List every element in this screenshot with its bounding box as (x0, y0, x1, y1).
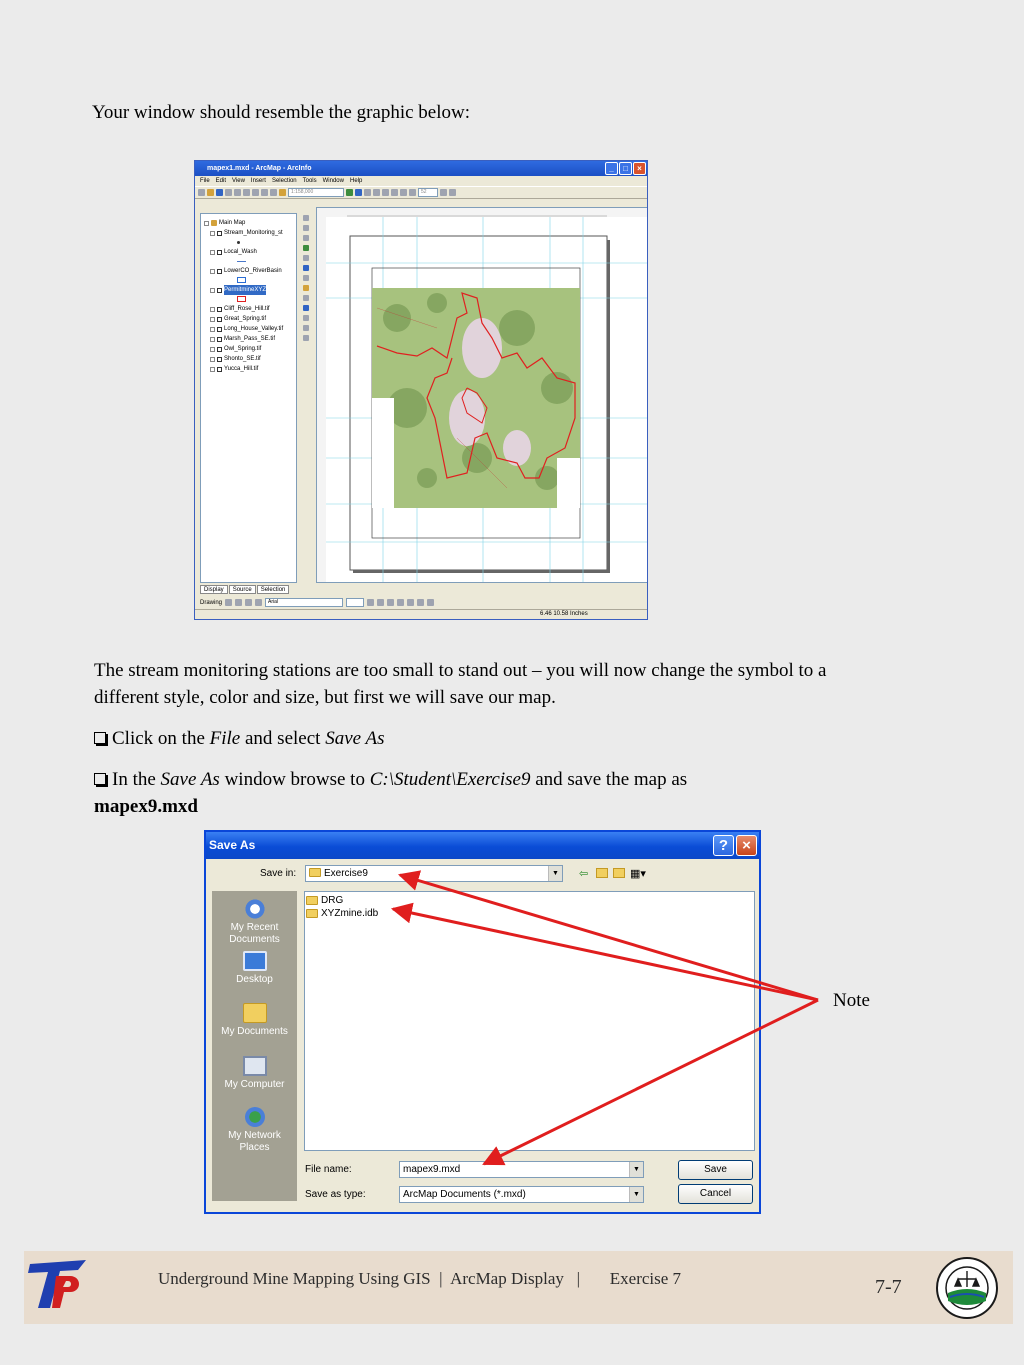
note-label: Note (833, 990, 870, 1011)
bold-icon[interactable] (367, 599, 374, 606)
cut-icon[interactable] (234, 189, 241, 196)
layout-view[interactable] (316, 207, 648, 583)
tab-selection[interactable]: Selection (257, 585, 290, 594)
arcmap-menubar (195, 176, 647, 186)
arctoolbox-icon[interactable] (355, 189, 362, 196)
toc-layer-shonto-se[interactable]: Shonto_SE.tif (210, 354, 293, 364)
menu-window[interactable]: Window (322, 178, 344, 184)
dialog-close-button[interactable]: × (736, 835, 757, 856)
help-button[interactable]: ? (713, 835, 734, 856)
point-symbol-icon (237, 238, 293, 247)
polygon-symbol-icon (237, 276, 293, 285)
fill-color-icon[interactable] (407, 599, 414, 606)
menu-tools[interactable]: Tools (302, 178, 317, 184)
drawing-toolbar (200, 597, 645, 608)
measure-icon[interactable] (303, 325, 309, 331)
menu-edit[interactable]: Edit (215, 178, 227, 184)
back-extent-icon[interactable] (303, 265, 309, 271)
toc-root[interactable]: Main Map (204, 218, 293, 228)
file-list (304, 891, 755, 1151)
maximize-button[interactable]: □ (619, 162, 632, 175)
menu-help[interactable]: Help (349, 178, 363, 184)
full-extent-icon[interactable] (303, 245, 309, 251)
new-folder-icon[interactable] (613, 868, 625, 878)
chevron-down-icon: ▼ (548, 866, 562, 881)
drawing-menu[interactable]: Drawing (200, 599, 223, 606)
select-features-icon[interactable] (303, 285, 309, 291)
recent-documents-icon (243, 899, 267, 919)
save-as-title: Save As (209, 838, 256, 852)
arcmap-title: mapex1.mxd - ArcMap - ArcInfo (207, 165, 312, 172)
layout-zoom-in-icon[interactable] (373, 189, 380, 196)
menu-insert[interactable]: Insert (250, 178, 266, 184)
zoom-whole-page-icon[interactable] (400, 189, 407, 196)
paste-icon[interactable] (252, 189, 259, 196)
add-data-icon[interactable] (279, 189, 286, 196)
font-size-select[interactable] (346, 598, 364, 607)
toc-layer-yucca-hill[interactable]: Yucca_Hill.tif (210, 364, 293, 374)
intro-text: Your window should resemble the graphic below: (92, 102, 471, 123)
identify-icon[interactable] (303, 305, 309, 311)
status-coordinates: 6.46 10.58 Inches (540, 611, 588, 617)
chevron-down-icon: ▼ (629, 1162, 643, 1177)
focus-frame-icon[interactable] (449, 189, 456, 196)
toc-layer-owl-spring[interactable]: Owl_Spring.tif (210, 344, 293, 354)
editor-icon[interactable] (346, 189, 353, 196)
layout-page-graphic (317, 208, 648, 583)
place-my-network-places[interactable]: My Network Places (212, 1107, 297, 1154)
menu-file[interactable]: File (200, 178, 210, 184)
line-symbol-icon (237, 257, 293, 266)
select-elements-icon[interactable] (303, 295, 309, 301)
copy-icon[interactable] (243, 189, 250, 196)
table-of-contents (200, 213, 297, 583)
checkbox-bullet-icon (94, 732, 106, 744)
font-color-icon[interactable] (397, 599, 404, 606)
find-icon[interactable] (303, 315, 309, 321)
close-button[interactable]: × (633, 162, 646, 175)
save-as-type-select[interactable]: ArcMap Documents (*.mxd) ▼ (399, 1186, 644, 1203)
open-icon[interactable] (207, 189, 214, 196)
undo-icon[interactable] (270, 189, 277, 196)
network-places-icon (245, 1107, 265, 1127)
font-name-select[interactable]: Arial (265, 598, 343, 607)
toc-layer-permitminexyz[interactable]: PermitmineXYZ (210, 285, 293, 295)
map-scale-input[interactable]: 1:158,000 (288, 188, 344, 197)
layout-pan-icon[interactable] (391, 189, 398, 196)
step-browse-and-save: In the Save As window browse to C:\Student\Exercise9 and save the map as mapex9.mxd (94, 769, 688, 817)
save-as-dialog (204, 830, 761, 1214)
select-elements-arrow-icon[interactable] (225, 599, 232, 606)
step-save-as-menu: Click on the File and select Save As (94, 725, 384, 752)
toc-layer-stream-monitoring[interactable]: Stream_Monitoring_st (210, 228, 293, 238)
delete-icon[interactable] (261, 189, 268, 196)
back-icon[interactable]: ⇦ (579, 868, 589, 880)
footer-bar (24, 1251, 1013, 1324)
zoom-out-icon[interactable] (303, 225, 309, 231)
save-as-titlebar (206, 832, 759, 859)
toc-tabs (200, 585, 289, 594)
marker-color-icon[interactable] (427, 599, 434, 606)
toggle-draft-icon[interactable] (440, 189, 447, 196)
zoom-percent-input[interactable]: 52 (418, 188, 438, 197)
footer-text: Underground Mine Mapping Using GIS | ArcMap Display | Exercise 7 (158, 1269, 682, 1288)
arcmap-screenshot (194, 160, 648, 620)
pan-icon[interactable] (303, 235, 309, 241)
toc-layer-cliff-rose-hill[interactable]: Cliff_Rose_Hill.tif (210, 304, 293, 314)
save-icon[interactable] (216, 189, 223, 196)
fixed-zoom-icon[interactable] (303, 255, 309, 261)
rectangle-icon[interactable] (245, 599, 252, 606)
layout-zoom-out-icon[interactable] (382, 189, 389, 196)
underline-icon[interactable] (387, 599, 394, 606)
list-item[interactable]: XYZmine.idb (306, 907, 753, 920)
folder-icon (309, 868, 321, 877)
my-computer-icon (243, 1056, 267, 1076)
places-bar (212, 891, 297, 1201)
status-bar (195, 609, 648, 620)
place-my-computer[interactable]: My Computer (212, 1056, 297, 1091)
toc-layer-long-house-valley[interactable]: Long_House_Valley.tif (210, 324, 293, 334)
osm-seal (936, 1257, 998, 1319)
page-number: 7-7 (875, 1276, 902, 1298)
polygon-symbol-red-icon (237, 295, 293, 304)
rotate-icon[interactable] (235, 599, 242, 606)
file-name-input[interactable]: mapex9.mxd ▼ (399, 1161, 644, 1178)
line-color-icon[interactable] (417, 599, 424, 606)
toc-layer-marsh-pass-se[interactable]: Marsh_Pass_SE.tif (210, 334, 293, 344)
forward-extent-icon[interactable] (303, 275, 309, 281)
text-tool-icon[interactable] (255, 599, 262, 606)
save-in-label: Save in: (260, 868, 297, 879)
tools-toolbar (299, 213, 313, 383)
print-icon[interactable] (225, 189, 232, 196)
menu-selection[interactable]: Selection (271, 178, 297, 184)
my-documents-icon (243, 1003, 267, 1023)
chevron-down-icon: ▼ (629, 1187, 643, 1202)
save-in-select[interactable]: Exercise9 ▼ (305, 865, 563, 882)
folder-icon (306, 896, 318, 905)
desktop-icon (243, 951, 267, 971)
tab-source[interactable]: Source (229, 585, 256, 594)
file-name-label: File name: (305, 1164, 352, 1175)
instruction-paragraph: The stream monitoring stations are too small to stand out – you will now change the symbol to a different style, color and size, but first we will save our map. (94, 660, 827, 708)
tips-logo (26, 1256, 90, 1312)
minimize-button[interactable]: _ (605, 162, 618, 175)
whats-this-icon[interactable] (364, 189, 371, 196)
checkbox-bullet-icon (94, 773, 106, 785)
arcmap-titlebar (195, 161, 647, 176)
italic-icon[interactable] (377, 599, 384, 606)
save-as-type-label: Save as type: (305, 1189, 366, 1200)
save-button[interactable]: Save (678, 1160, 753, 1180)
place-my-documents[interactable]: My Documents (212, 1003, 297, 1038)
menu-view[interactable]: View (232, 178, 245, 184)
view-menu-icon[interactable]: ▦▾ (630, 868, 646, 880)
list-item[interactable]: DRG (306, 894, 753, 907)
standard-toolbar (195, 186, 647, 199)
place-my-recent-documents[interactable]: My Recent Documents (212, 899, 297, 946)
tab-display[interactable]: Display (200, 585, 228, 594)
cancel-button[interactable]: Cancel (678, 1184, 753, 1204)
zoom-in-icon[interactable] (303, 215, 309, 221)
toc-layer-local-wash[interactable]: Local_Wash (210, 247, 293, 257)
place-desktop[interactable]: Desktop (212, 951, 297, 986)
zoom-100-icon[interactable] (409, 189, 416, 196)
toc-layer-great-spring[interactable]: Great_Spring.tif (210, 314, 293, 324)
toc-layer-lowerco-riverbasin[interactable]: LowerCO_RiverBasin (210, 266, 293, 276)
new-icon[interactable] (198, 189, 205, 196)
folder-icon (306, 909, 318, 918)
up-folder-icon[interactable] (596, 868, 608, 878)
hyperlink-icon[interactable] (303, 335, 309, 341)
